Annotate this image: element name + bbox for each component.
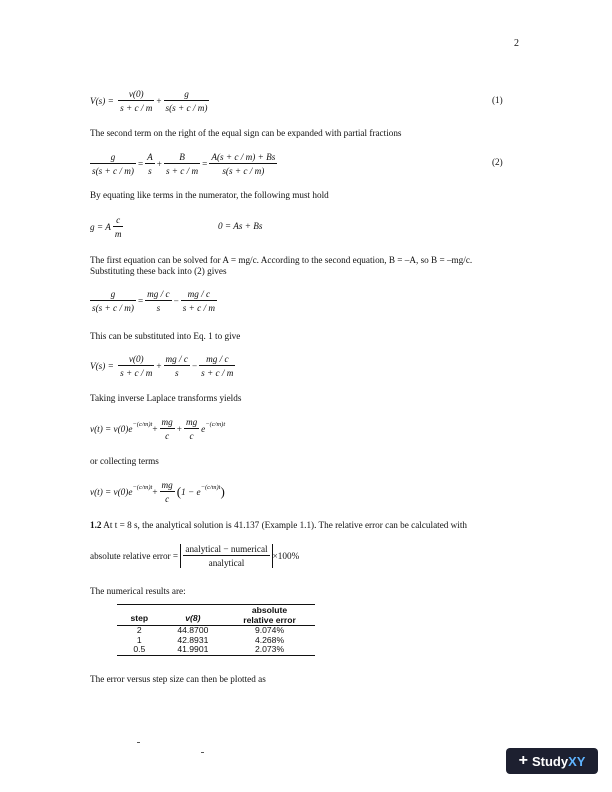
- eq5-frac3-num: mg / c: [199, 354, 235, 366]
- section-1-2: [90, 520, 467, 530]
- paragraph-1: The second term on the right of the equal sign can be expanded with partial fractions: [90, 128, 402, 138]
- eq1-lhs: V(s) =: [90, 96, 117, 106]
- eq2-number: (2): [492, 157, 503, 167]
- stray-mark: [201, 752, 204, 753]
- header-abs-rel-error: [224, 605, 315, 626]
- paragraph-7: The numerical results are:: [90, 586, 186, 596]
- eq1-number: (1): [492, 95, 503, 105]
- eq1-frac2-den: s(s + c / m): [165, 103, 208, 113]
- cell: 9.074%: [254, 625, 285, 635]
- header-abs: absolute: [251, 605, 288, 615]
- plus-icon: +: [518, 752, 528, 769]
- equation-2: [88, 152, 279, 176]
- eq5-frac3-den: s + c / m: [201, 368, 234, 378]
- eq8-rhs: ×100%: [272, 551, 300, 561]
- eq2-frac2-num: A: [147, 152, 153, 162]
- eq8-frac-num: analytical − numerical: [185, 544, 268, 554]
- eq3-rhs: 0 = As + Bs: [218, 221, 263, 231]
- paragraph-3b: Substituting these back into (2) gives: [90, 266, 227, 276]
- section-1-2-text: At t = 8 s, the analytical solution is 41.137 (Example 1.1). The relative error can be calculated with: [101, 520, 467, 530]
- cell: 2.073%: [254, 644, 285, 655]
- eq7-open-paren: (: [176, 484, 182, 499]
- logo-text-study: Study: [531, 753, 569, 769]
- eq7-frac-den: c: [165, 494, 170, 504]
- paragraph-5: Taking inverse Laplace transforms yields: [90, 393, 242, 403]
- eq6-frac1-den: c: [165, 431, 170, 441]
- eq6-frac2-den: c: [189, 431, 194, 441]
- eq7-close-paren: ): [220, 484, 225, 499]
- table-row: [117, 636, 315, 646]
- cell: 0.5: [133, 644, 146, 655]
- equation-5: [90, 354, 237, 378]
- eq8-frac-den: analytical: [208, 558, 245, 568]
- eq5-minus: −: [191, 361, 198, 371]
- eq2-frac3-num: B: [164, 152, 200, 164]
- equation-7: [90, 480, 225, 504]
- eq2-plus: +: [156, 159, 162, 169]
- paragraph-6: or collecting terms: [90, 456, 159, 466]
- eq1-frac2-num: g: [164, 89, 210, 101]
- eq5-frac2-num: mg / c: [165, 354, 188, 364]
- paragraph-2: By equating like terms in the numerator, the following must hold: [90, 190, 329, 200]
- header-v8: v(8): [162, 605, 224, 626]
- eq2-equals: =: [137, 159, 144, 169]
- eq6-exp1: −(c/m)t: [132, 421, 153, 429]
- eq6-frac1-num: mg: [161, 417, 173, 427]
- eq5-plus: +: [156, 361, 162, 371]
- eq7-paren-content: 1 − e: [181, 487, 201, 497]
- eq2-frac2-den: s: [148, 166, 152, 176]
- cell: 4.268%: [254, 634, 285, 645]
- page-number: 2: [514, 38, 519, 49]
- eq4-equals: =: [137, 296, 144, 306]
- logo-text-xy: XY: [568, 753, 586, 769]
- eq1-plus: +: [156, 96, 162, 106]
- eq8-lhs: absolute relative error =: [90, 551, 179, 561]
- eq8-absolute-bars: [180, 544, 272, 568]
- table-row: [117, 645, 315, 655]
- studyxy-logo[interactable]: [506, 748, 598, 774]
- eq5-frac2-den: s: [174, 368, 179, 378]
- eq4-minus: −: [173, 296, 179, 306]
- eq7-lhs: v(t) = v(0)e: [90, 487, 133, 497]
- eq3-frac-den: m: [114, 229, 122, 239]
- cell: 42.8931: [177, 634, 209, 645]
- eq3-frac-num: c: [113, 215, 124, 227]
- eq7-exp1: −(c/m)t: [132, 484, 153, 492]
- eq7-frac-num: mg: [161, 480, 173, 490]
- section-1-2-label: 1.2: [90, 520, 102, 530]
- eq5-frac1-num: v(0): [118, 354, 154, 366]
- eq2-equals-2: =: [202, 159, 208, 169]
- eq6-frac2-num: mg: [185, 417, 198, 427]
- eq2-frac4-num: A(s + c / m) + Bs: [211, 152, 276, 162]
- eq4-frac3-num: mg / c: [181, 289, 217, 301]
- table-row: [117, 626, 315, 636]
- paragraph-4: This can be substituted into Eq. 1 to give: [90, 331, 241, 341]
- header-rel-error: relative error: [243, 615, 296, 625]
- eq6-e: e: [201, 424, 206, 434]
- eq4-frac1-num: g: [90, 289, 136, 301]
- table-header-row: [117, 605, 315, 626]
- equation-4: [88, 289, 219, 313]
- eq4-frac3-den: s + c / m: [182, 303, 215, 313]
- cell: 41.9901: [177, 644, 209, 655]
- cell: 2: [136, 625, 142, 635]
- eq4-frac2-den: s: [156, 303, 161, 313]
- eq7-plus: +: [152, 487, 158, 497]
- cell: 44.8700: [177, 625, 209, 635]
- eq1-frac1-num: v(0): [118, 89, 154, 101]
- equation-6: [90, 417, 225, 441]
- eq4-frac2-num: mg / c: [147, 289, 170, 299]
- eq6-plus: +: [152, 424, 158, 434]
- equation-3: [90, 215, 125, 239]
- eq2-frac1-num: g: [90, 152, 136, 164]
- eq4-frac1-den: s(s + c / m): [92, 303, 134, 313]
- eq6-lhs: v(t) = v(0)e: [90, 424, 133, 434]
- eq3-lhs: g = A: [90, 222, 111, 232]
- header-step: step: [117, 605, 162, 626]
- eq5-lhs: V(s) =: [90, 361, 117, 371]
- cell: 1: [136, 634, 142, 645]
- paragraph-8: The error versus step size can then be plotted as: [90, 674, 266, 684]
- eq6-exp2: −(c/m)t: [205, 421, 226, 429]
- eq5-frac1-den: s + c / m: [120, 368, 153, 378]
- stray-mark: [137, 742, 140, 743]
- eq6-plus-2: +: [176, 424, 182, 434]
- eq1-frac1-den: s + c / m: [120, 103, 153, 113]
- eq2-frac4-den: s(s + c / m): [222, 166, 265, 176]
- eq2-frac3-den: s + c / m: [165, 166, 199, 176]
- eq7-exp2: −(c/m)t: [200, 484, 221, 492]
- equation-8: [90, 544, 299, 568]
- paragraph-3a: The first equation can be solved for A = mg/c. According to the second equation, B = –A, so B = –mg/c.: [90, 255, 473, 265]
- equation-1: [90, 89, 211, 113]
- results-table: [117, 604, 315, 656]
- eq2-frac1-den: s(s + c / m): [92, 166, 134, 176]
